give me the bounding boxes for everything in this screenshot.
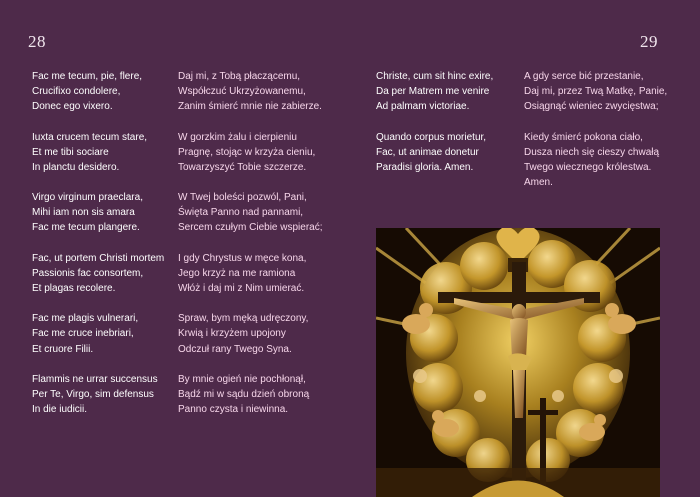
verse-line: W Twej boleści pozwól, Pani, [178, 192, 307, 204]
verse-line: Quando corpus morietur, [376, 131, 487, 143]
verse-line: Daj mi, przez Twą Matkę, Panie, [524, 86, 668, 98]
verse-line: Sercem czułym Ciebie wspierać; [178, 222, 323, 234]
stanza [178, 69, 350, 114]
verse-line: Mihi iam non sis amara [32, 207, 135, 219]
verse-line: A gdy serce bić przestanie, [524, 71, 644, 82]
stanza [178, 190, 350, 235]
verse-line: Spraw, bym męką udręczony, [178, 313, 309, 325]
verse-line: I gdy Chrystus w męce kona, [178, 252, 307, 264]
verse-line: Pragnę, stojąc w krzyża cieniu, [178, 146, 316, 158]
verse-line: Krwią i krzyżem upojony [178, 328, 286, 340]
stanza [178, 372, 350, 417]
polish-column-right [524, 69, 696, 205]
verse-line: Współczuć Ukrzyżowanemu, [178, 86, 306, 98]
crucifix-altar-photo [376, 228, 660, 497]
verse-line: Flammis ne urrar succensus [32, 373, 158, 385]
verse-line: Donec ego vixero. [32, 101, 113, 113]
verse-line: Fac me plagis vulnerari, [32, 313, 139, 325]
verse-line: Osiągnąć wieniec zwycięstwa; [524, 101, 659, 113]
stanza [376, 130, 548, 175]
page-number-left: 28 [28, 32, 46, 51]
verse-line: Christe, cum sit hinc exire, [376, 71, 494, 82]
verse-line: Per Te, Virgo, sim defensus [32, 388, 154, 400]
verse-line: Fac me cruce inebriari, [32, 328, 134, 340]
verse-line: Święta Panno nad pannami, [178, 207, 304, 219]
stanza [178, 251, 350, 296]
verse-line: Virgo virginum praeclara, [32, 192, 143, 204]
verse-line: Daj mi, z Tobą płaczącemu, [178, 71, 301, 82]
verse-line: Jego krzyż na me ramiona [178, 267, 296, 279]
verse-line: Towarzyszyć Tobie szczerze. [178, 161, 307, 173]
verse-line: In planctu desidero. [32, 161, 120, 173]
verse-line: Passionis fac consortem, [32, 267, 144, 279]
stanza [376, 69, 548, 114]
verse-line: Fac, ut animae donetur [376, 146, 479, 158]
stanza [178, 130, 350, 175]
verse-line: Zanim śmierć mnie nie zabierze. [178, 101, 322, 113]
verse-line: Amen. [524, 176, 553, 188]
latin-column-right [376, 69, 548, 190]
verse-line: Crucifixo condolere, [32, 86, 121, 98]
page-number-right: 29 [640, 32, 658, 51]
verse-line: Twego wiecznego królestwa. [524, 161, 652, 173]
verse-line: W gorzkim żalu i cierpieniu [178, 131, 297, 143]
verse-line: Panno czysta i niewinna. [178, 404, 289, 416]
verse-line: Włóż i daj mi z Nim umierać. [178, 282, 305, 294]
verse-line: Odczuł rany Twego Syna. [178, 343, 292, 355]
verse-line: Dusza niech się cieszy chwałą [524, 146, 660, 158]
verse-line: Fac me tecum, pie, flere, [32, 71, 143, 82]
verse-line: Et plagas recolere. [32, 282, 116, 294]
verse-line: Iuxta crucem tecum stare, [32, 131, 148, 143]
verse-line: Et cruore Filii. [32, 343, 94, 355]
verse-line: Bądź mi w sądu dzień obroną [178, 388, 310, 400]
verse-line: Fac me tecum plangere. [32, 222, 140, 234]
verse-line: Et me tibi sociare [32, 146, 109, 158]
polish-column-left [178, 69, 350, 432]
verse-line: Fac, ut portem Christi mortem [32, 252, 165, 264]
verse-line: Paradisi gloria. Amen. [376, 161, 474, 173]
verse-line: Da per Matrem me venire [376, 86, 490, 98]
verse-line: By mnie ogień nie pochłonął, [178, 373, 306, 385]
stanza [178, 311, 350, 356]
verse-line: In die iudicii. [32, 404, 88, 416]
stanza [524, 69, 696, 114]
verse-line: Kiedy śmierć pokona ciało, [524, 131, 643, 143]
verse-line: Ad palmam victoriae. [376, 101, 470, 113]
stanza [524, 130, 696, 190]
